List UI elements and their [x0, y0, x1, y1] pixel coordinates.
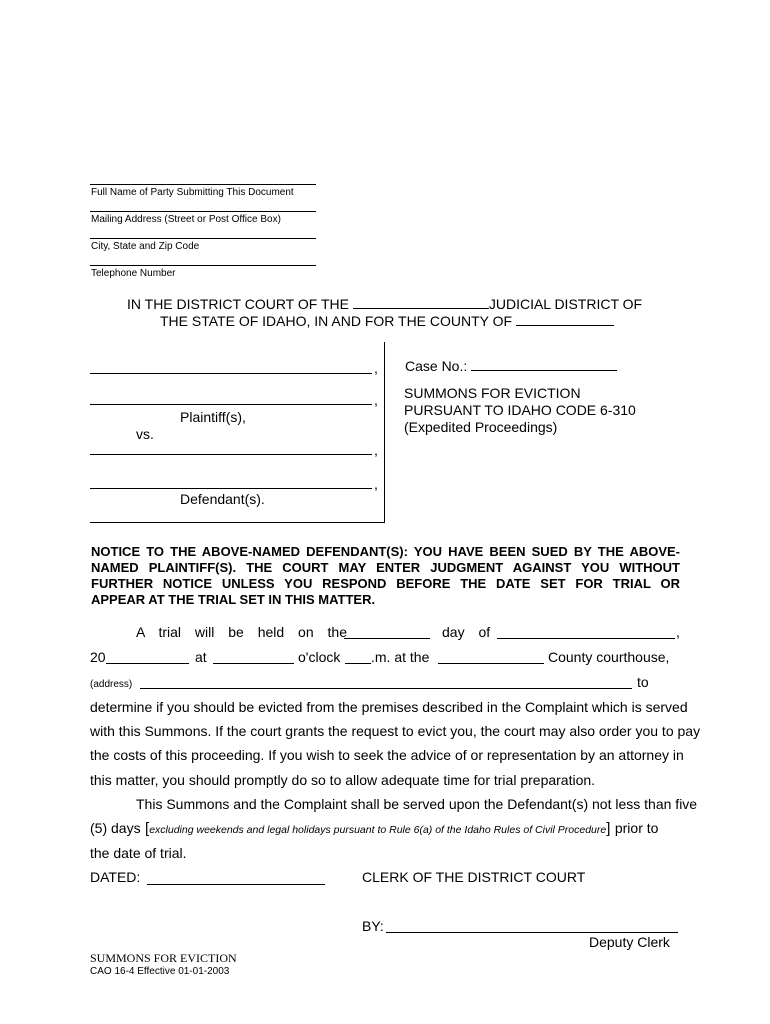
judicial-district-blank[interactable]	[353, 294, 489, 309]
comma-4: ,	[374, 476, 378, 492]
telephone-label: Telephone Number	[91, 268, 176, 279]
caption-divider	[384, 342, 385, 522]
service-prior: prior to	[614, 820, 659, 836]
defendant-line-1[interactable]	[90, 454, 372, 455]
m-at-the-text: .m. at the	[371, 649, 430, 665]
service-line-2: (5) days [excluding weekends and legal holidays pursuant to Rule 6(a) of the Idaho Rules of Civil Procedure] prior to	[90, 820, 659, 837]
am-pm-blank[interactable]	[345, 649, 371, 664]
mailing-address-line[interactable]	[90, 211, 316, 212]
defendants-label: Defendant(s).	[180, 491, 265, 507]
city-state-zip-line[interactable]	[90, 238, 316, 239]
paragraph-line-1: determine if you should be evicted from the premises described in the Complaint which is served	[90, 699, 688, 715]
paragraph-line-2: with this Summons. If the court grants the request to evict you, the court may also order you to pay	[90, 723, 701, 739]
service-line-3: the date of trial.	[90, 845, 187, 861]
dated-blank[interactable]	[147, 884, 325, 885]
court-heading-text-a: IN THE DISTRICT COURT OF THE	[127, 296, 349, 312]
plaintiff-line-1[interactable]	[90, 373, 372, 374]
comma-3: ,	[374, 442, 378, 458]
summons-title-line2: PURSUANT TO IDAHO CODE 6-310	[404, 402, 636, 418]
dated-label: DATED:	[90, 869, 141, 885]
service-bracket-text: excluding weekends and legal holidays pursuant to Rule 6(a) of the Idaho Rules of Civil Procedure	[149, 824, 607, 836]
notice-block	[91, 544, 680, 608]
county-name-blank[interactable]	[438, 649, 544, 664]
footer-form-id: CAO 16-4 Effective 01-01-2003	[90, 966, 230, 977]
county-courthouse-text: County courthouse,	[548, 649, 670, 665]
party-name-label: Full Name of Party Submitting This Document	[91, 187, 294, 198]
court-heading-line2	[160, 311, 614, 330]
at-text: at	[195, 649, 207, 665]
case-number-label: Case No.:	[405, 358, 468, 374]
notice-line-2: NAMED PLAINTIFF(S). THE COURT MAY ENTER JUDGMENT AGAINST YOU WITHOUT	[91, 560, 680, 575]
caption-bottom-border	[90, 522, 385, 523]
clerk-title: CLERK OF THE DISTRICT COURT	[362, 869, 586, 885]
comma-1: ,	[374, 360, 378, 376]
day-of-text: day of	[442, 624, 491, 640]
trial-text: A trial will be held on the	[136, 624, 347, 640]
signature-line[interactable]	[386, 932, 678, 933]
comma-2: ,	[374, 392, 378, 408]
deputy-clerk-label: Deputy Clerk	[589, 934, 670, 950]
trial-month-blank[interactable]	[497, 624, 675, 639]
court-heading-text-b: JUDICIAL DISTRICT OF	[488, 296, 643, 312]
notice-line-3: FURTHER NOTICE UNLESS YOU RESPOND BEFORE THE DATE SET FOR TRIAL OR	[91, 576, 680, 591]
time-blank[interactable]	[213, 649, 294, 664]
city-state-zip-label: City, State and Zip Code	[91, 241, 200, 252]
address-blank[interactable]	[140, 674, 632, 689]
by-label: BY:	[362, 918, 384, 934]
mailing-address-label: Mailing Address (Street or Post Office Box)	[91, 214, 281, 225]
plaintiff-line-2[interactable]	[90, 404, 372, 405]
summons-title-line1: SUMMONS FOR EVICTION	[404, 385, 581, 401]
address-row	[0, 674, 770, 694]
service-days: (5) days	[90, 820, 141, 836]
party-name-line[interactable]	[90, 184, 316, 185]
county-blank[interactable]	[516, 311, 614, 326]
notice-line-1: NOTICE TO THE ABOVE-NAMED DEFENDANT(S): YOU HAVE BEEN SUED BY THE ABOVE-	[91, 544, 680, 559]
footer-title: SUMMONS FOR EVICTION	[90, 951, 237, 965]
year-blank[interactable]	[106, 649, 189, 664]
year-prefix: 20	[90, 649, 106, 665]
trial-day-blank[interactable]	[344, 624, 430, 639]
paragraph-line-4: this matter, you should promptly do so to allow adequate time for trial preparation.	[90, 772, 596, 788]
oclock-text: o'clock	[298, 649, 341, 665]
defendant-line-2[interactable]	[90, 488, 372, 489]
vs-label: vs.	[136, 426, 154, 442]
trial-time-row	[0, 649, 770, 669]
summons-title-line3: (Expedited Proceedings)	[404, 419, 558, 435]
case-number-row	[405, 356, 617, 375]
service-line-1: This Summons and the Complaint shall be served upon the Defendant(s) not less than five	[136, 796, 698, 812]
trial-comma: ,	[676, 624, 680, 640]
address-label: (address)	[90, 679, 133, 690]
case-number-blank[interactable]	[471, 356, 617, 371]
plaintiffs-label: Plaintiff(s),	[180, 409, 246, 425]
to-text: to	[637, 674, 649, 690]
paragraph-line-3: the costs of this proceeding. If you wish to seek the advice of or representation by an attorney in	[90, 747, 684, 763]
telephone-line[interactable]	[90, 265, 316, 266]
trial-date-row	[0, 624, 770, 644]
court-heading-text-c: THE STATE OF IDAHO, IN AND FOR THE COUNTY OF	[160, 313, 513, 329]
summons-title	[404, 385, 636, 436]
notice-line-4: APPEAR AT THE TRIAL SET IN THIS MATTER.	[91, 592, 376, 607]
